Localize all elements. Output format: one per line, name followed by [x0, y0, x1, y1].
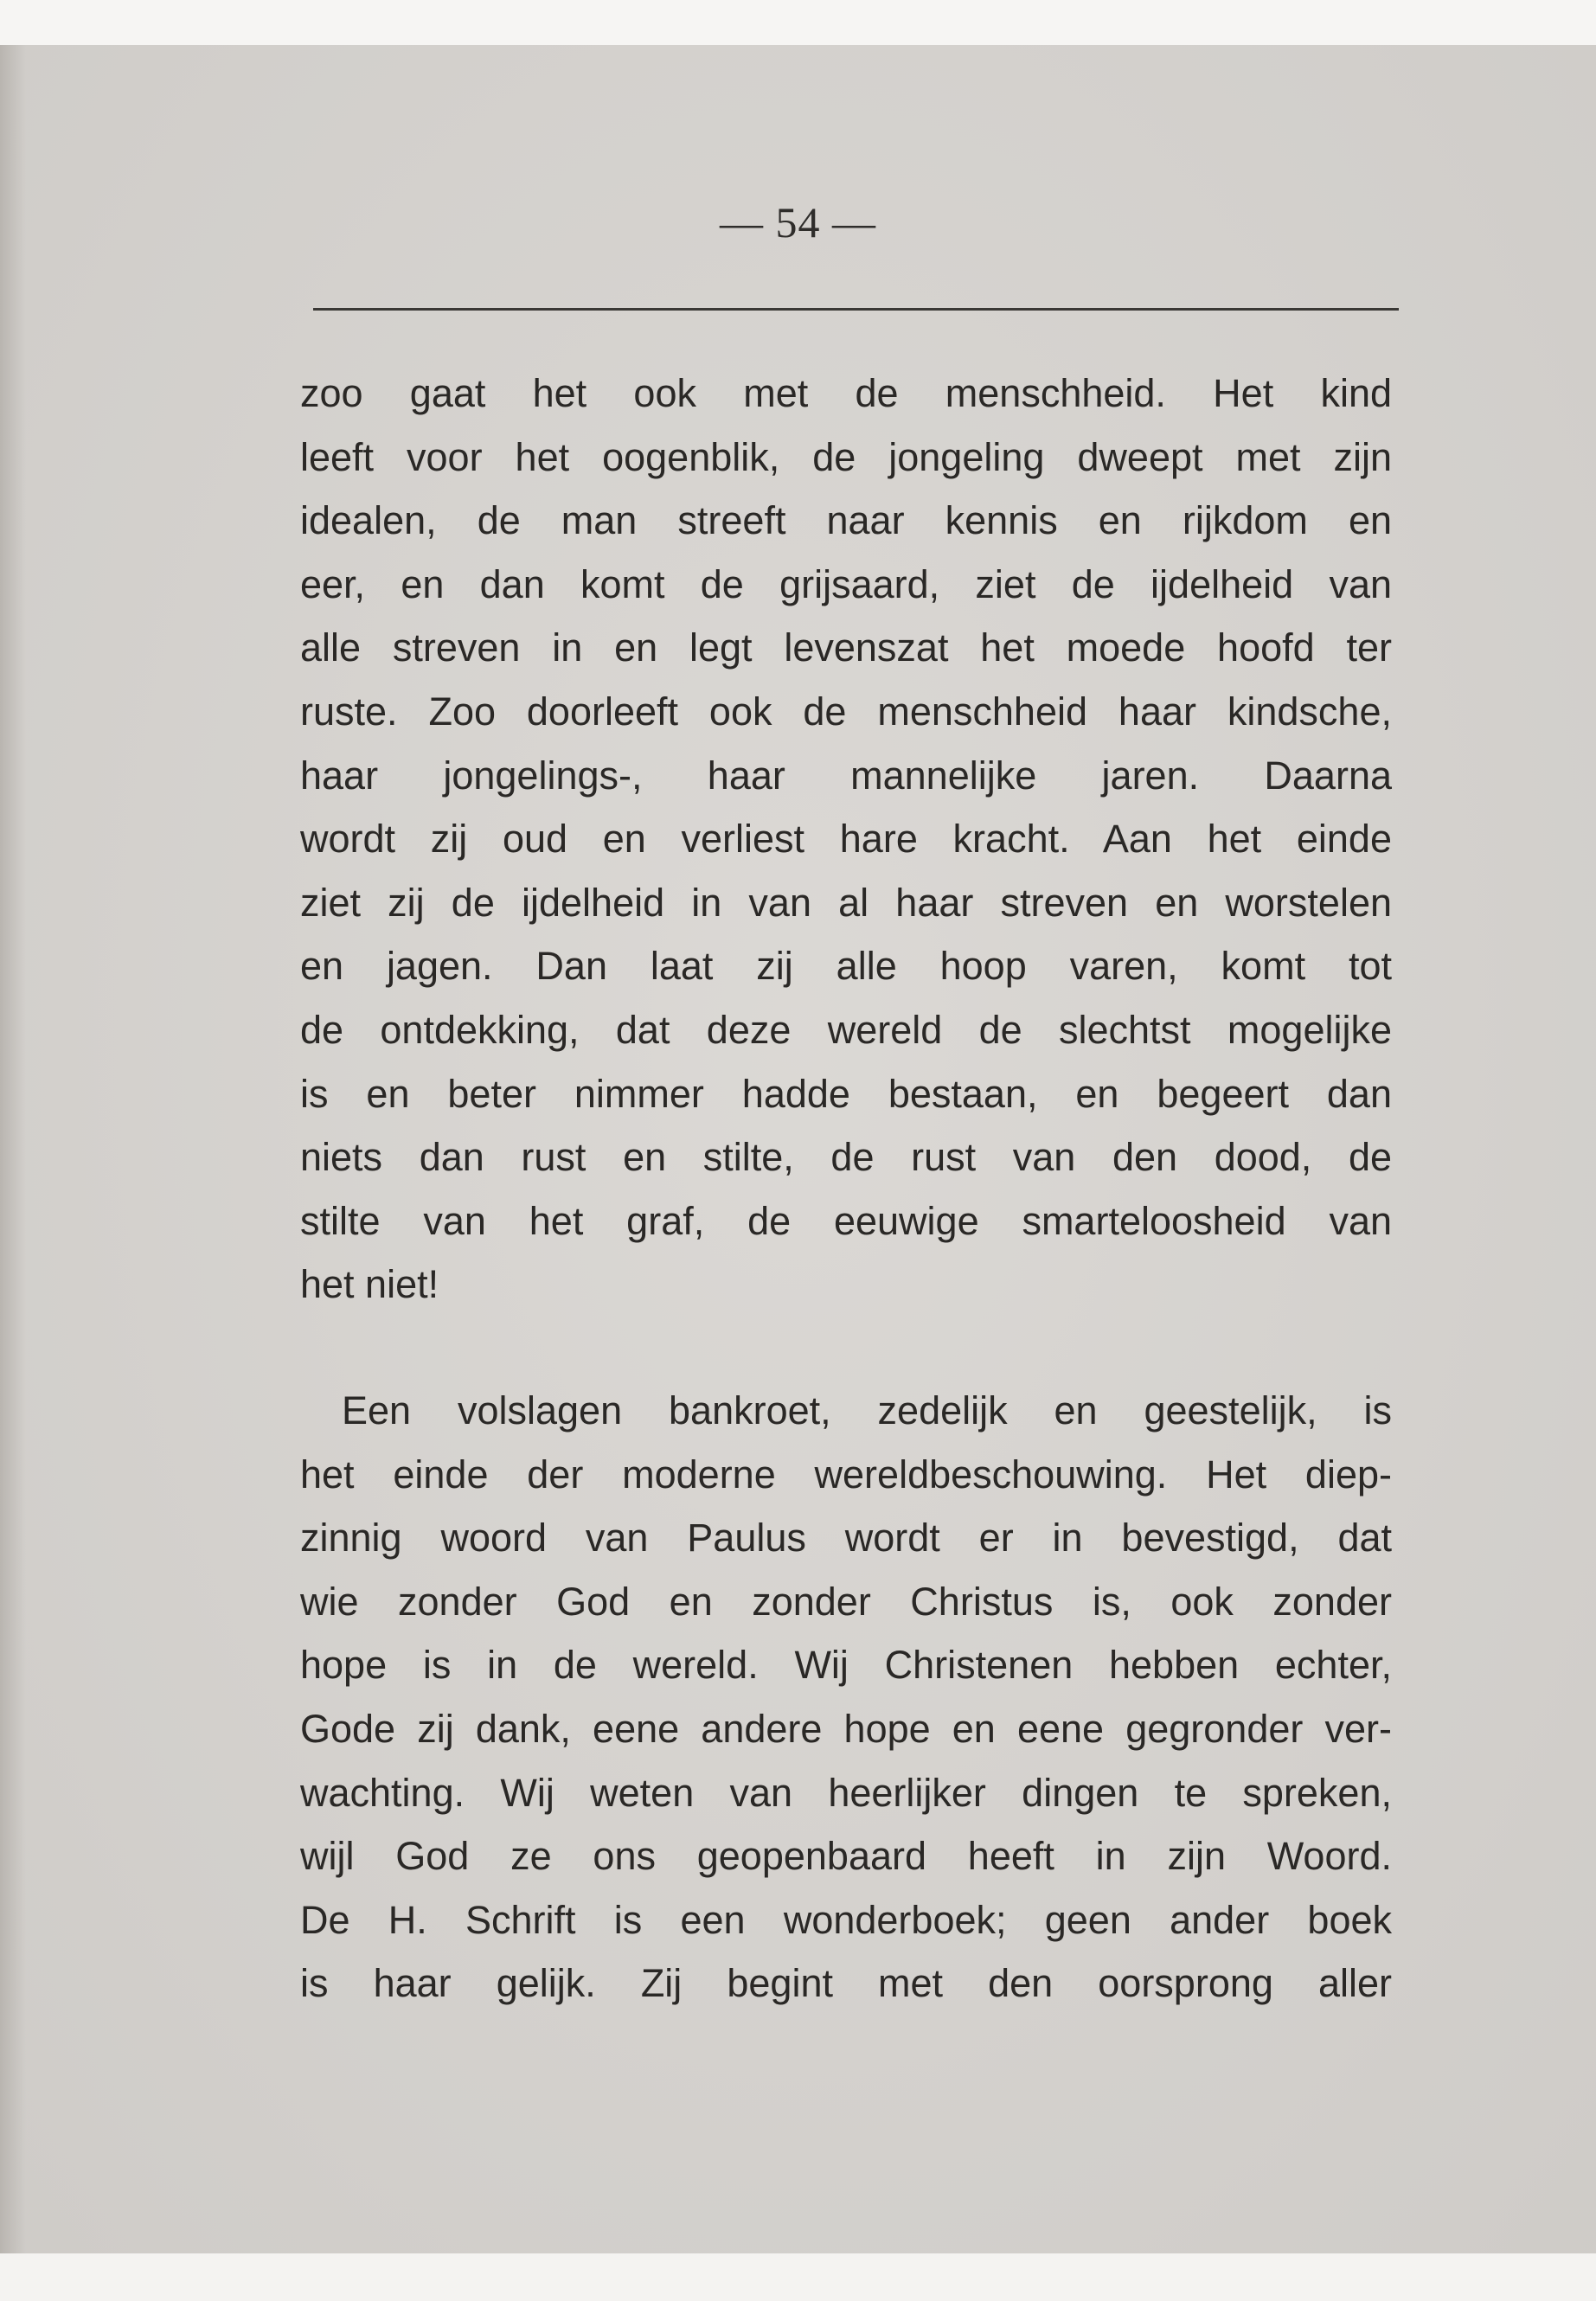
- text-line: niets dan rust en stilte, de rust van den dood, de: [300, 1135, 1392, 1180]
- scan-bottom-margin: [0, 2253, 1596, 2301]
- text-line: haar jongelings-, haar mannelijke jaren. Daarna: [300, 753, 1392, 798]
- text-line: wie zonder God en zonder Christus is, ook zonder: [300, 1579, 1392, 1624]
- text-line: wijl God ze ons geopenbaard heeft in zijn Woord.: [300, 1834, 1392, 1879]
- text-line: De H. Schrift is een wonderboek; geen ander boek: [300, 1897, 1392, 1942]
- text-line: wachting. Wij weten van heerlijker dingen te spreken,: [300, 1770, 1392, 1815]
- text-line: en jagen. Dan laat zij alle hoop varen, komt tot: [300, 944, 1392, 989]
- text-line: leeft voor het oogenblik, de jongeling dweept met zijn: [300, 434, 1392, 479]
- text-line: het niet!: [300, 1262, 439, 1307]
- text-line: zoo gaat het ook met de menschheid. Het kind: [300, 371, 1392, 415]
- text-line: Gode zij dank, eene andere hope en eene gegronder ver-: [300, 1706, 1392, 1751]
- page-number: — 54 —: [720, 198, 876, 247]
- text-line: stilte van het graf, de eeuwige smarteloosheid van: [300, 1198, 1392, 1243]
- text-line: idealen, de man streeft naar kennis en rijkdom en: [300, 498, 1392, 543]
- text-line: is en beter nimmer hadde bestaan, en begeert dan: [300, 1071, 1392, 1116]
- text-line: hope is in de wereld. Wij Christenen hebben echter,: [300, 1643, 1392, 1688]
- text-line: het einde der moderne wereldbeschouwing. Het diep-: [300, 1452, 1392, 1497]
- scan-top-margin: [0, 0, 1596, 45]
- text-line: ruste. Zoo doorleeft ook de menschheid haar kindsche,: [300, 689, 1392, 734]
- paragraph-2: [300, 1379, 1392, 2016]
- header-rule: [313, 308, 1399, 311]
- paragraph-1: [300, 362, 1392, 1317]
- text-line: Een volslagen bankroet, zedelijk en geestelijk, is: [342, 1388, 1392, 1433]
- text-line: alle streven in en legt levenszat het moede hoofd ter: [300, 625, 1392, 670]
- spine-shadow: [0, 45, 26, 2253]
- text-line: eer, en dan komt de grijsaard, ziet de ijdelheid van: [300, 561, 1392, 606]
- text-line: de ontdekking, dat deze wereld de slechtst mogelijke: [300, 1007, 1392, 1052]
- text-line: wordt zij oud en verliest hare kracht. Aan het einde: [300, 817, 1392, 862]
- text-line: is haar gelijk. Zij begint met den oorsprong aller: [300, 1961, 1392, 2006]
- text-line: ziet zij de ijdelheid in van al haar streven en worstelen: [300, 880, 1392, 925]
- text-line: zinnig woord van Paulus wordt er in bevestigd, dat: [300, 1516, 1392, 1561]
